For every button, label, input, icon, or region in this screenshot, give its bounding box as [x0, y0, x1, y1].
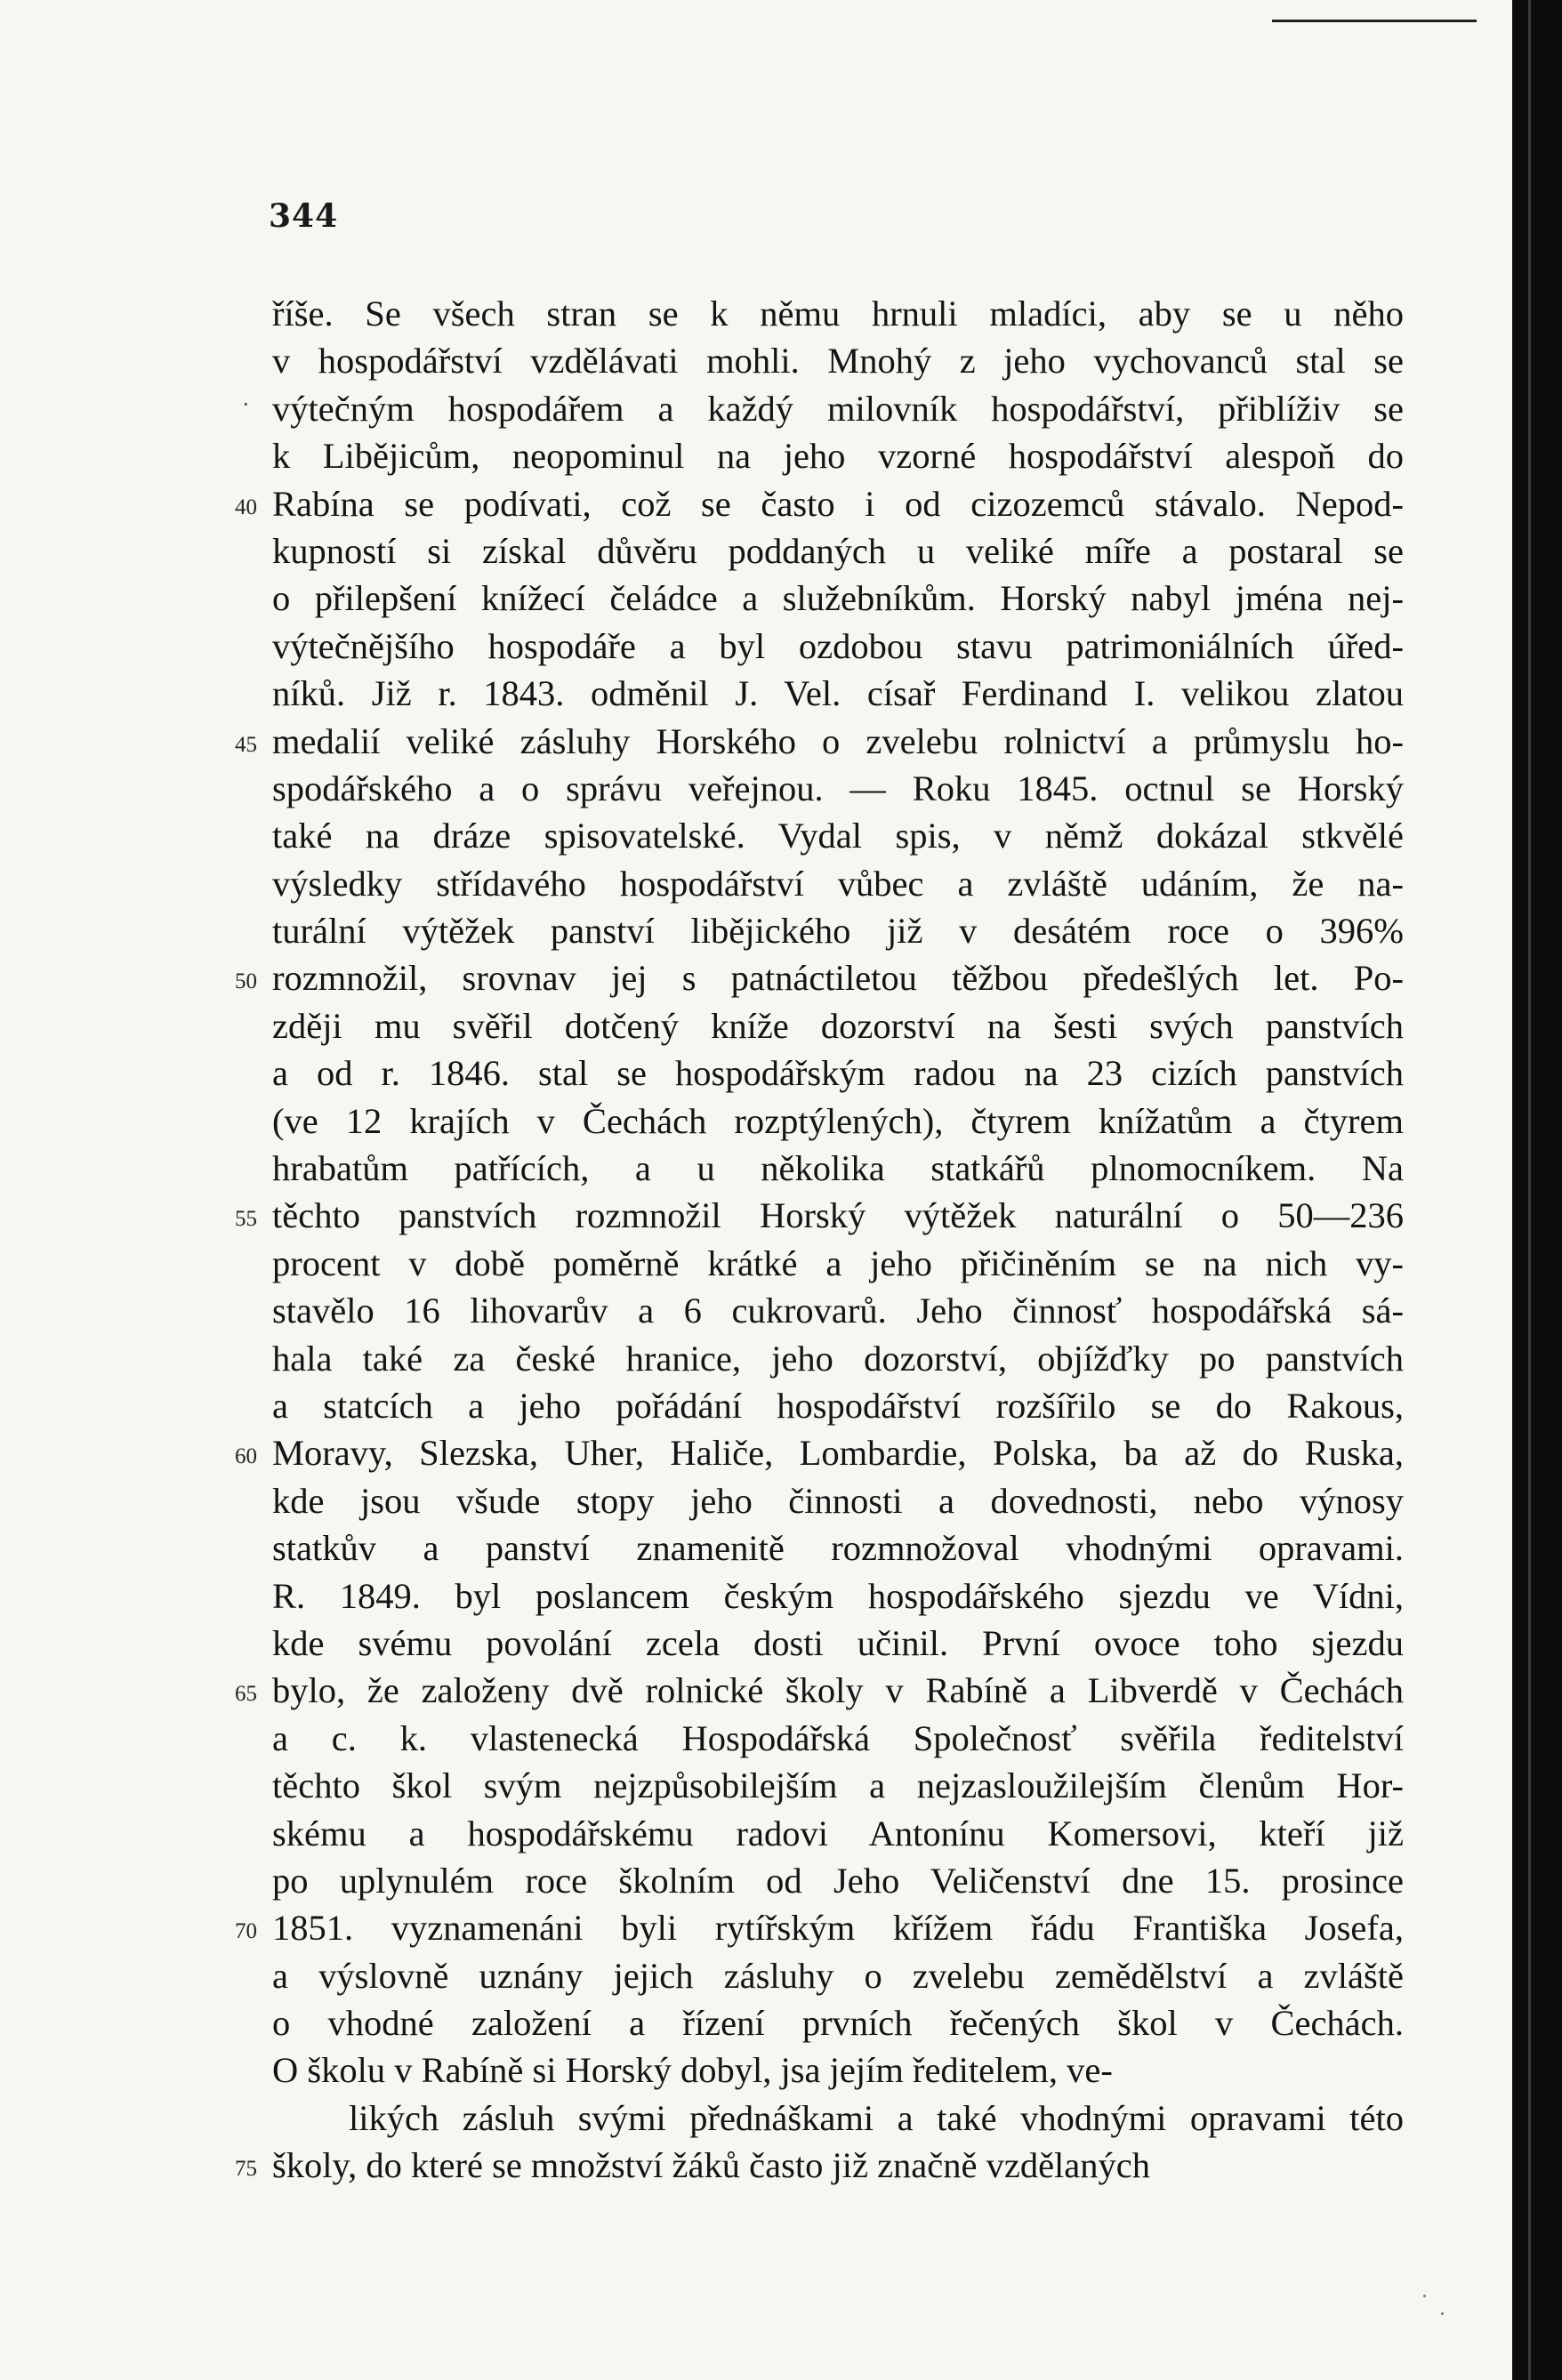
- text-line: [272, 1715, 1404, 1762]
- text-line: [235, 718, 1404, 765]
- text-line-content: výtečnějšího hospodáře a byl ozdobou stavu patrimoniálních úřed-: [272, 625, 1404, 666]
- text-line-content: výtečným hospodářem a každý milovník hospodářství, přiblíživ se: [272, 388, 1404, 429]
- text-line-content: říše. Se všech stran se k němu hrnuli mladíci, aby se u něho: [272, 293, 1404, 334]
- text-line-content: hala také za české hranice, jeho dozorství, objížďky po panstvích: [272, 1338, 1404, 1379]
- paper-speck: [1441, 2312, 1444, 2315]
- text-line-content: k Liběјicům, neopominul na jeho vzorné hospodářství alespoň do: [272, 436, 1404, 477]
- text-line-content: medalií veliké zásluhy Horského o zvelebu rolnictví a průmyslu ho-: [272, 720, 1404, 761]
- text-line-content: níků. Již r. 1843. odměnil J. Vel. císař Ferdinand I. velikou zlatou: [272, 673, 1404, 714]
- text-line: [272, 385, 1404, 432]
- text-line-content: výsledky střídavého hospodářství vůbec a zvláště udáním, že na-: [272, 863, 1404, 904]
- page-number: 344: [269, 197, 339, 235]
- text-line: [272, 1857, 1404, 1904]
- text-line-content: těchto panstvích rozmnožil Horský výtěžek naturální o 50—236: [272, 1195, 1404, 1236]
- text-line-content: také na dráze spisovatelské. Vydal spis, v němž dokázal stkvělé: [272, 816, 1404, 856]
- text-line-content: Rabína se podívati, což se často i od cizozemců stávalo. Nepod-: [272, 483, 1404, 524]
- text-line-content: a statcích a jeho pořádání hospodářství rozšířilo se do Rakous,: [272, 1385, 1404, 1426]
- scan-edge-line: [1528, 0, 1531, 2380]
- text-line: [272, 1335, 1404, 1382]
- text-line: [235, 1429, 1404, 1476]
- text-line: [272, 1620, 1404, 1667]
- text-line-content: o přilepšení knížecí čeládce a služebníkům. Horský nabyl jména nej-: [272, 578, 1404, 619]
- text-line: [235, 954, 1404, 1001]
- text-line-content: R. 1849. byl poslancem českým hospodářského sjezdu ve Vídni,: [272, 1575, 1404, 1616]
- text-line: [272, 670, 1404, 717]
- text-line: [272, 575, 1404, 622]
- text-line: [272, 1382, 1404, 1429]
- text-line: [272, 1145, 1404, 1192]
- text-line: [272, 1810, 1404, 1857]
- line-number: 60: [235, 1444, 257, 1469]
- text-line-content: stavělo 16 lihovarův a 6 cukrovarů. Jeho činnosť hospodářská sá-: [272, 1291, 1404, 1331]
- margin-mark: ·: [242, 391, 250, 417]
- text-line-content: rozmnožil, srovnav jej s patnáctiletou těžbou předešlých let. Po-: [272, 958, 1404, 999]
- text-line-content: turální výtěžek panství liběјického již v desátém roce o 396%: [272, 911, 1404, 952]
- text-line: [272, 290, 1404, 337]
- text-line-content: o vhodné založení a řízení prvních řečených škol v Čechách.: [272, 2003, 1404, 2044]
- text-line-content: a od r. 1846. stal se hospodářským radou na 23 cizích panstvích: [272, 1053, 1404, 1094]
- text-line: [272, 907, 1404, 954]
- text-line: [272, 1002, 1404, 1049]
- text-line: [272, 1477, 1404, 1524]
- text-line-content: kupností si získal důvěru poddaných u veliké míře a postaral se: [272, 530, 1404, 571]
- text-line-content: spodářského a o správu veřejnou. — Roku 1845. octnul se Horský: [272, 768, 1404, 808]
- text-line-content: hrabatům patřících, a u několika statkářů plnomocníkem. Na: [272, 1148, 1404, 1189]
- scan-edge: [1512, 0, 1562, 2380]
- text-line-content: likých zásluh svými přednáškami a také vhodnými opravami této: [349, 2097, 1404, 2138]
- line-number: 65: [235, 1682, 257, 1707]
- text-line-content: v hospodářství vzdělávati mohli. Mnohý z jeho vychovanců stal se: [272, 341, 1404, 382]
- text-line-content: po uplynulém roce školním od Jeho Veličenství dne 15. prosince: [272, 1860, 1404, 1901]
- body-text: [235, 290, 1404, 2190]
- text-line: [272, 1524, 1404, 1572]
- text-line: [272, 1952, 1404, 1999]
- line-number: 40: [235, 494, 257, 519]
- text-line: [272, 527, 1404, 575]
- line-number: 70: [235, 1919, 257, 1944]
- text-line-content: a c. k. vlastenecká Hospodářská Společnosť svěřila ředitelství: [272, 1717, 1404, 1758]
- line-number: 75: [235, 2157, 257, 2182]
- top-edge-rule: [1272, 20, 1477, 22]
- text-line: [272, 432, 1404, 479]
- text-line-content: těchto škol svým nejzpůsobilejším a nejzasloužilejším členům Hor-: [272, 1765, 1404, 1806]
- text-line-content: školy, do které se množství žáků často již značně vzdělaných: [272, 2145, 1151, 2186]
- text-line: [272, 1762, 1404, 1809]
- text-line-content: zději mu svěřil dotčený kníže dozorství na šesti svých panstvích: [272, 1005, 1404, 1046]
- text-line-content: bylo, že založeny dvě rolnické školy v Rabíně a Libverdě v Čechách: [272, 1670, 1404, 1711]
- text-line: [272, 623, 1404, 670]
- text-line-content: statkův a panství znamenitě rozmnožoval vhodnými opravami.: [272, 1528, 1404, 1569]
- text-line: [235, 1904, 1404, 1951]
- text-line-content: O školu v Rabíně si Horský dobyl, jsa jejím ředitelem, ve-: [272, 2050, 1113, 2091]
- text-line-content: procent v době poměrně krátké a jeho přičiněním se na nich vy-: [272, 1242, 1404, 1283]
- text-line: [235, 1192, 1404, 1239]
- text-line: [272, 860, 1404, 907]
- text-line: [235, 480, 1404, 527]
- text-line: [272, 1049, 1404, 1097]
- line-number: 50: [235, 969, 257, 994]
- text-line-content: Moravy, Slezska, Uher, Haliče, Lombardie, Polska, ba až do Ruska,: [272, 1433, 1404, 1474]
- text-line-content: (ve 12 krajích v Čechách rozptýlených), čtyrem knížatům a čtyrem: [272, 1100, 1404, 1141]
- text-line: [272, 337, 1404, 384]
- text-line: [272, 1572, 1404, 1620]
- text-line: [272, 812, 1404, 859]
- text-line: [272, 1999, 1404, 2046]
- text-line-content: a výslovně uznány jejich zásluhy o zvelebu zemědělství a zvláště: [272, 1955, 1404, 1996]
- text-line: [272, 2046, 1404, 2094]
- paper-speck: [1423, 2295, 1426, 2297]
- text-line: [272, 1098, 1404, 1145]
- text-line-content: 1851. vyznamenáni byli rytířským křížem řádu Františka Josefa,: [272, 1908, 1404, 1949]
- text-line: [272, 1287, 1404, 1334]
- text-line: [272, 2095, 1404, 2142]
- text-line: [235, 1667, 1404, 1714]
- text-line: [272, 765, 1404, 812]
- text-line-content: skému a hospodářskému radovi Antonínu Komersovi, kteří již: [272, 1813, 1404, 1853]
- text-line: [235, 2142, 1404, 2189]
- text-line-content: kde svému povolání zcela dosti učinil. První ovoce toho sjezdu: [272, 1622, 1404, 1663]
- line-number: 55: [235, 1207, 257, 1232]
- text-line: [272, 1240, 1404, 1287]
- text-line-content: kde jsou všude stopy jeho činnosti a dovednosti, nebo výnosy: [272, 1480, 1404, 1521]
- line-number: 45: [235, 732, 257, 757]
